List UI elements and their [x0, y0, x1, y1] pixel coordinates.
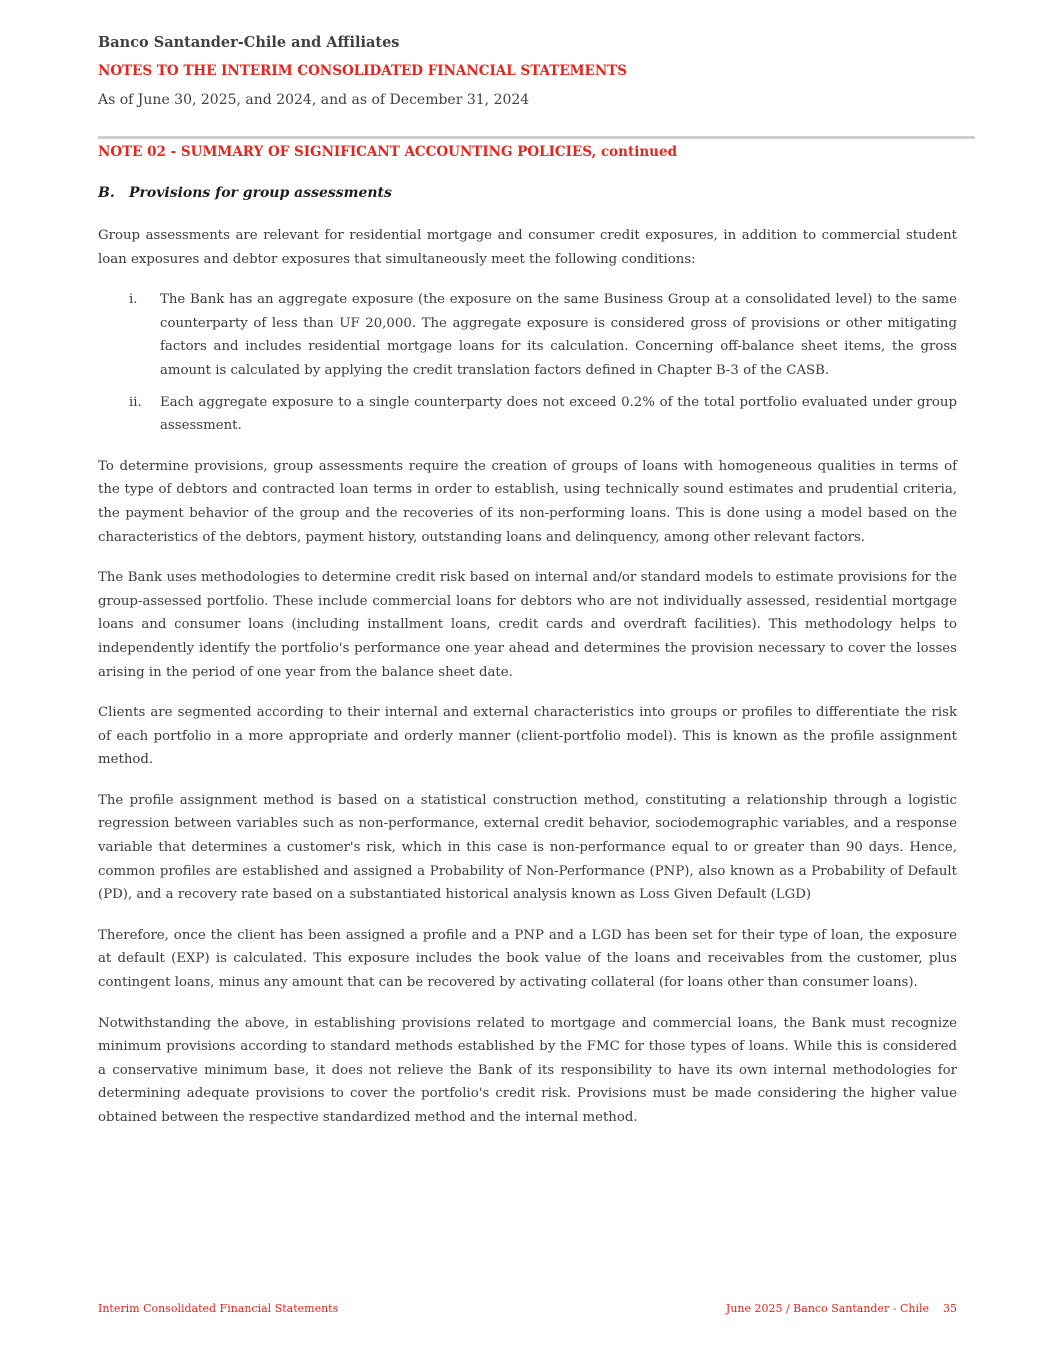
paragraph-minimum-provisions: Notwithstanding the above, in establishing provisions related to mortgage and commercial loans, the Bank must recognize minimum provisions according to standard methods established by the FMC for those types of loans. While this is considered a conservative minimum base, it does not relieve the Bank of its responsibility to have its own internal methodologies for determining adequate provisions to cover the portfolio's credit risk. Provisions must be made considering the higher value obtained between the respective standardized method and the internal method. — [98, 1015, 957, 1125]
footer-right — [726, 1302, 957, 1315]
list-item — [98, 288, 957, 382]
note-body — [98, 224, 957, 1147]
paragraph-exposure-default: Therefore, once the client has been assigned a profile and a PNP and a LGD has been set for their type of loan, the exposure at default (EXP) is calculated. This exposure includes the book value of the loans and receivables from the customer, plus contingent loans, minus any amount that can be recovered by activating collateral (for loans other than consumer loans). — [98, 927, 957, 991]
company-name: Banco Santander-Chile and Affiliates — [98, 34, 400, 51]
footer-document-title: Interim Consolidated Financial Statements — [98, 1302, 339, 1315]
paragraph-segmentation: Clients are segmented according to their internal and external characteristics into groups or profiles to differentiate the risk of each portfolio in a more appropriate and orderly manner (client-portfolio model). This is known as the profile assignment method. — [98, 705, 957, 768]
reporting-dates: As of June 30, 2025, and 2024, and as of December 31, 2024 — [98, 92, 530, 108]
paragraph-methodologies: The Bank uses methodologies to determine credit risk based on internal and/or standard models to estimate provisions for the group-assessed portfolio. These include commercial loans for debtors who are not individually assessed, residential mortgage loans and consumer loans (including installment loans, credit cards and overdraft facilities). This methodology helps to independently identify the portfolio's performance one year ahead and determines the provision necessary to cover the losses arising in the period of one year from the balance sheet date. — [98, 570, 957, 680]
paragraph-intro: Group assessments are relevant for residential mortgage and consumer credit exposures, in addition to commercial student loan exposures and debtor exposures that simultaneously meet the following conditions: — [98, 228, 957, 267]
page-number: 35 — [943, 1302, 957, 1315]
list-item — [98, 391, 957, 438]
note-title: NOTE 02 - SUMMARY OF SIGNIFICANT ACCOUNTING POLICIES, continued — [98, 144, 678, 160]
list-item-text: The Bank has an aggregate exposure (the exposure on the same Business Group at a consolidated level) to the same counterparty of less than UF 20,000. The aggregate exposure is considered gross of provisions or other mitigating factors and includes residential mortgage loans for its calculation. Concerning off-balance sheet items, the gross amount is calculated by applying the credit translation factors defined in Chapter B-3 of the CASB. — [160, 292, 957, 378]
notes-title: NOTES TO THE INTERIM CONSOLIDATED FINANCIAL STATEMENTS — [98, 63, 627, 79]
paragraph-profile-method: The profile assignment method is based on a statistical construction method, constituting a relationship through a logistic regression between variables such as non-performance, external credit behavior, sociodemographic variables, and a response variable that determines a customer's risk, which in this case is non-performance equal to or greater than 90 days. Hence, common profiles are established and assigned a Probability of Non-Performance (PNP), also known as a Probability of Default (PD), and a recovery rate based on a substantiated historical analysis known as Loss Given Default (LGD) — [98, 792, 957, 903]
section-heading — [98, 185, 957, 201]
conditions-list — [98, 288, 957, 438]
section-letter: B. — [98, 185, 115, 201]
footer-period: June 2025 / Banco Santander - Chile — [725, 1302, 929, 1315]
list-item-text: Each aggregate exposure to a single counterparty does not exceed 0.2% of the total portfolio evaluated under group assessment. — [160, 394, 957, 434]
header-divider — [98, 136, 975, 139]
section-title: Provisions for group assessments — [129, 185, 392, 201]
list-numeral: i. — [129, 292, 138, 308]
document-header — [98, 34, 957, 108]
list-numeral: ii. — [129, 394, 142, 410]
paragraph-group-provisions: To determine provisions, group assessments require the creation of groups of loans with homogeneous qualities in terms of the type of debtors and contracted loan terms in order to establish, using technically sound estimates and prudential criteria, the payment behavior of the group and the recoveries of its non-performing loans. This is done using a model based on the characteristics of the debtors, payment history, outstanding loans and delinquency, among other relevant factors. — [98, 458, 957, 545]
